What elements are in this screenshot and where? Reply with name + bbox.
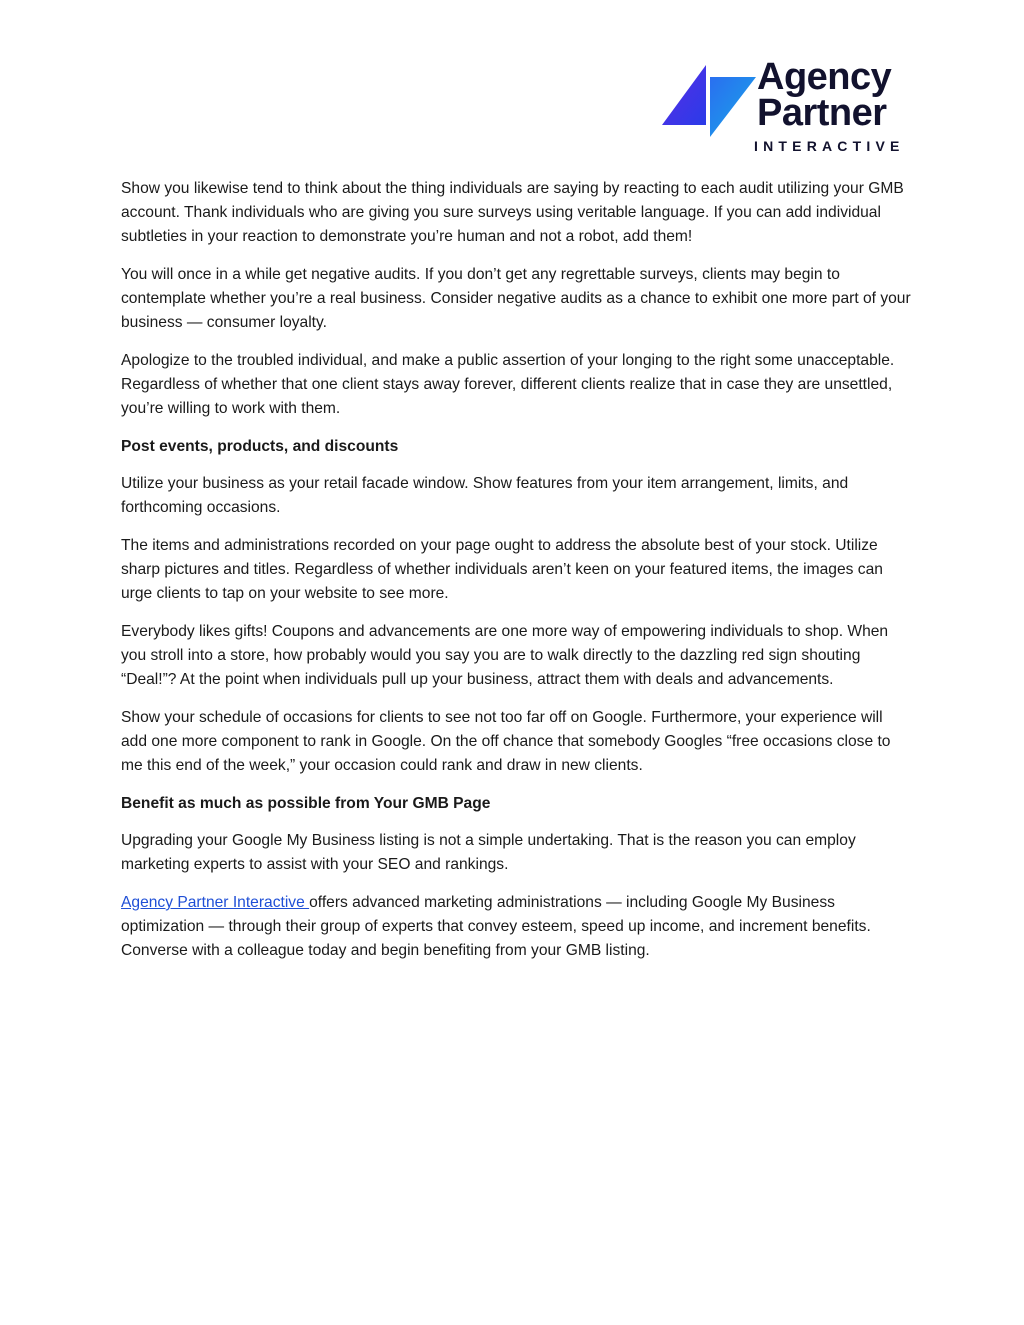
paragraph-apologize: Apologize to the troubled individual, and make a public assertion of your longing to the right some unacceptable. Regardless of whether that one client stays away forever, different clients realize that in case they are unsettled, you’re willing to work with them. <box>121 352 895 417</box>
paragraph-agency-offer <box>121 891 911 963</box>
logo-word-partner: Partner <box>757 92 887 134</box>
company-logo <box>660 56 910 157</box>
section-heading-post-events: Post events, products, and discounts <box>121 438 399 455</box>
logo-triangle-icon <box>660 62 760 142</box>
paragraph-upgrading: Upgrading your Google My Business listing is not a simple undertaking. That is the reason you can employ marketing experts to assist with your SEO and rankings. <box>121 832 856 873</box>
paragraph-negative-reviews: You will once in a while get negative audits. If you don’t get any regrettable surveys, clients may begin to contemplate whether you’re a real business. Consider negative audits as a chance to exhibit one more part of your business — consumer loyalty. <box>121 266 911 331</box>
paragraph-events: Show your schedule of occasions for clients to see not too far off on Google. Furthermore, your experience will add one more component to rank in Google. On the off chance that somebody Googles “free occasions close to me this end of the week,” your occasion could rank and draw in new clients. <box>121 709 891 774</box>
paragraph-products: The items and administrations recorded on your page ought to address the absolute best of your stock. Utilize sharp pictures and titles. Regardless of whether individuals aren’t keen on your featured items, the images can urge clients to tap on your website to see more. <box>121 537 883 602</box>
paragraph-retail-window: Utilize your business as your retail facade window. Show features from your item arrangement, limits, and forthcoming occasions. <box>121 475 849 516</box>
agency-partner-link[interactable]: Agency Partner Interactive <box>121 894 310 911</box>
agency-offer-text: offers advanced marketing administrations — including Google My Business optimization — through their group of experts that convey esteem, speed up income, and increment benefits. Converse with a colleague today and begin benefiting from your GMB listing. <box>121 894 871 959</box>
paragraph-reviews: Show you likewise tend to think about the thing individuals are saying by reacting to each audit utilizing your GMB account. Thank individuals who are giving you sure surveys using veritable language. If you can add individual subtleties in your reaction to demonstrate you’re human and not a robot, add them! <box>121 180 904 245</box>
section-heading-benefit: Benefit as much as possible from Your GMB Page <box>121 795 491 812</box>
paragraph-gifts: Everybody likes gifts! Coupons and advancements are one more way of empowering individuals to shop. When you stroll into a store, how probably would you say you are to walk directly to the dazzling red sign shouting “Deal!”? At the point when individuals pull up your business, attract them with deals and advancements. <box>121 623 889 688</box>
logo-word-agency: Agency <box>757 56 892 98</box>
logo-tagline: INTERACTIVE <box>754 138 905 154</box>
article-body <box>121 177 911 977</box>
